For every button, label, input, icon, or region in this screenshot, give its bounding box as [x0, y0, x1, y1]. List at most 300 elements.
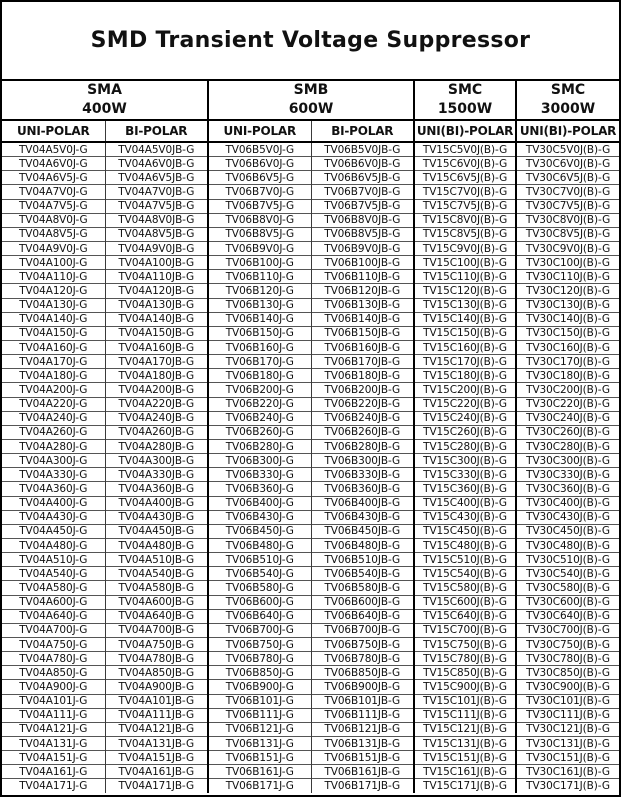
part-number-cell: TV06B6V5JB-G	[311, 171, 414, 185]
part-number-cell: TV04A120JB-G	[105, 284, 208, 298]
part-number-cell: TV06B8V5JB-G	[311, 227, 414, 241]
part-number-cell: TV04A330JB-G	[105, 468, 208, 482]
part-number-cell: TV06B430JB-G	[311, 510, 414, 524]
table-header	[2, 81, 619, 142]
series-power: 1500W	[437, 101, 493, 117]
part-number-cell: TV15C280J(B)-G	[414, 440, 516, 454]
table-row	[2, 708, 619, 722]
part-number-cell: TV04A510JB-G	[105, 553, 208, 567]
part-number-cell: TV04A8V5J-G	[2, 227, 105, 241]
part-number-cell: TV06B131J-G	[208, 736, 311, 750]
part-number-cell: TV15C170J(B)-G	[414, 355, 516, 369]
part-number-cell: TV06B111JB-G	[311, 708, 414, 722]
part-number-cell: TV30C360J(B)-G	[516, 482, 619, 496]
part-number-cell: TV04A160JB-G	[105, 341, 208, 355]
table-row	[2, 736, 619, 750]
part-number-cell: TV30C240J(B)-G	[516, 411, 619, 425]
part-number-cell: TV04A170JB-G	[105, 355, 208, 369]
part-number-cell: TV06B360JB-G	[311, 482, 414, 496]
part-number-cell: TV06B580JB-G	[311, 581, 414, 595]
part-number-cell: TV04A100JB-G	[105, 256, 208, 270]
series-power: 3000W	[540, 101, 596, 117]
part-number-table	[2, 81, 619, 793]
part-number-cell: TV06B640J-G	[208, 609, 311, 623]
table-row	[2, 341, 619, 355]
part-number-cell: TV04A150J-G	[2, 326, 105, 340]
part-number-cell: TV06B151JB-G	[311, 751, 414, 765]
part-number-cell: TV04A5V0JB-G	[105, 142, 208, 157]
part-number-cell: TV06B200J-G	[208, 383, 311, 397]
part-number-cell: TV06B360J-G	[208, 482, 311, 496]
table-row	[2, 256, 619, 270]
part-number-cell: TV06B101J-G	[208, 694, 311, 708]
part-number-cell: TV04A7V0J-G	[2, 185, 105, 199]
part-number-cell: TV04A750J-G	[2, 637, 105, 651]
part-number-cell: TV15C160J(B)-G	[414, 341, 516, 355]
part-number-cell: TV06B100J-G	[208, 256, 311, 270]
part-number-cell: TV06B200JB-G	[311, 383, 414, 397]
part-number-cell: TV15C580J(B)-G	[414, 581, 516, 595]
table-row	[2, 369, 619, 383]
part-number-cell: TV30C101J(B)-G	[516, 694, 619, 708]
part-number-cell: TV04A640JB-G	[105, 609, 208, 623]
part-number-cell: TV30C750J(B)-G	[516, 637, 619, 651]
table-row	[2, 524, 619, 538]
part-number-cell: TV30C170J(B)-G	[516, 355, 619, 369]
part-number-cell: TV04A130JB-G	[105, 298, 208, 312]
part-number-cell: TV30C160J(B)-G	[516, 341, 619, 355]
part-number-cell: TV04A7V5JB-G	[105, 199, 208, 213]
part-number-cell: TV06B450JB-G	[311, 524, 414, 538]
part-number-cell: TV04A300JB-G	[105, 454, 208, 468]
part-number-cell: TV30C5V0J(B)-G	[516, 142, 619, 157]
table-row	[2, 440, 619, 454]
column-header-sma-unipolar: UNI-POLAR	[2, 120, 105, 142]
part-number-cell: TV15C100J(B)-G	[414, 256, 516, 270]
part-number-cell: TV30C280J(B)-G	[516, 440, 619, 454]
part-number-cell: TV04A280JB-G	[105, 440, 208, 454]
part-number-cell: TV04A700JB-G	[105, 623, 208, 637]
series-name: SMA	[87, 82, 122, 99]
part-number-cell: TV06B700JB-G	[311, 623, 414, 637]
part-number-cell: TV15C330J(B)-G	[414, 468, 516, 482]
group-header-smc-1500w	[414, 81, 516, 120]
part-number-cell: TV06B260JB-G	[311, 425, 414, 439]
table-row	[2, 454, 619, 468]
part-number-cell: TV06B240JB-G	[311, 411, 414, 425]
part-number-cell: TV15C140J(B)-G	[414, 312, 516, 326]
part-number-cell: TV06B510J-G	[208, 553, 311, 567]
part-number-cell: TV06B430J-G	[208, 510, 311, 524]
part-number-cell: TV15C171J(B)-G	[414, 779, 516, 793]
part-number-cell: TV06B120J-G	[208, 284, 311, 298]
table-row	[2, 765, 619, 779]
table-row	[2, 694, 619, 708]
part-number-cell: TV15C260J(B)-G	[414, 425, 516, 439]
part-number-cell: TV06B700J-G	[208, 623, 311, 637]
part-number-cell: TV06B6V0JB-G	[311, 157, 414, 171]
part-number-cell: TV04A161J-G	[2, 765, 105, 779]
part-number-cell: TV04A360J-G	[2, 482, 105, 496]
series-name: SMC	[447, 82, 483, 99]
part-number-cell: TV30C850J(B)-G	[516, 666, 619, 680]
part-number-cell: TV04A600JB-G	[105, 595, 208, 609]
part-number-cell: TV06B400J-G	[208, 496, 311, 510]
part-number-cell: TV06B151J-G	[208, 751, 311, 765]
series-name: SMC	[550, 82, 586, 99]
part-number-cell: TV06B510JB-G	[311, 553, 414, 567]
part-number-cell: TV06B8V0J-G	[208, 213, 311, 227]
table-row	[2, 751, 619, 765]
part-number-cell: TV15C9V0J(B)-G	[414, 242, 516, 256]
part-number-cell: TV06B170J-G	[208, 355, 311, 369]
part-number-cell: TV30C640J(B)-G	[516, 609, 619, 623]
part-number-cell: TV06B121J-G	[208, 722, 311, 736]
part-number-cell: TV30C300J(B)-G	[516, 454, 619, 468]
part-number-cell: TV15C180J(B)-G	[414, 369, 516, 383]
part-number-cell: TV15C780J(B)-G	[414, 652, 516, 666]
part-number-cell: TV30C480J(B)-G	[516, 538, 619, 552]
part-number-cell: TV30C900J(B)-G	[516, 680, 619, 694]
series-power: 400W	[82, 101, 127, 117]
polarity-header-row	[2, 120, 619, 142]
part-number-cell: TV30C8V5J(B)-G	[516, 227, 619, 241]
part-number-cell: TV04A700J-G	[2, 623, 105, 637]
part-number-cell: TV04A171JB-G	[105, 779, 208, 793]
part-number-cell: TV06B850J-G	[208, 666, 311, 680]
part-number-cell: TV06B9V0JB-G	[311, 242, 414, 256]
column-header-smc3000-unibipolar: UNI(BI)-POLAR	[516, 120, 619, 142]
table-row	[2, 496, 619, 510]
part-number-cell: TV15C750J(B)-G	[414, 637, 516, 651]
part-number-cell: TV04A101J-G	[2, 694, 105, 708]
part-number-cell: TV04A220JB-G	[105, 397, 208, 411]
part-number-cell: TV06B150JB-G	[311, 326, 414, 340]
part-number-cell: TV30C510J(B)-G	[516, 553, 619, 567]
group-header-smb-600w	[208, 81, 414, 120]
part-number-rows	[2, 142, 619, 793]
part-number-cell: TV04A430J-G	[2, 510, 105, 524]
part-number-cell: TV15C7V0J(B)-G	[414, 185, 516, 199]
part-number-cell: TV04A161JB-G	[105, 765, 208, 779]
part-number-cell: TV04A180JB-G	[105, 369, 208, 383]
part-number-cell: TV06B7V5JB-G	[311, 199, 414, 213]
part-number-cell: TV06B110JB-G	[311, 270, 414, 284]
part-number-cell: TV15C850J(B)-G	[414, 666, 516, 680]
part-number-cell: TV06B161J-G	[208, 765, 311, 779]
part-number-cell: TV04A8V0JB-G	[105, 213, 208, 227]
part-number-cell: TV06B180JB-G	[311, 369, 414, 383]
part-number-cell: TV04A400JB-G	[105, 496, 208, 510]
part-number-cell: TV06B111J-G	[208, 708, 311, 722]
part-number-cell: TV04A200JB-G	[105, 383, 208, 397]
part-number-cell: TV15C220J(B)-G	[414, 397, 516, 411]
part-number-cell: TV04A140J-G	[2, 312, 105, 326]
part-number-cell: TV15C600J(B)-G	[414, 595, 516, 609]
part-number-cell: TV06B330JB-G	[311, 468, 414, 482]
part-number-cell: TV30C6V5J(B)-G	[516, 171, 619, 185]
part-number-cell: TV04A121J-G	[2, 722, 105, 736]
part-number-cell: TV06B170JB-G	[311, 355, 414, 369]
part-number-cell: TV30C700J(B)-G	[516, 623, 619, 637]
part-number-cell: TV15C450J(B)-G	[414, 524, 516, 538]
part-number-cell: TV30C540J(B)-G	[516, 567, 619, 581]
table-row	[2, 567, 619, 581]
part-number-cell: TV30C580J(B)-G	[516, 581, 619, 595]
table-row	[2, 411, 619, 425]
part-number-cell: TV06B171JB-G	[311, 779, 414, 793]
part-number-cell: TV15C480J(B)-G	[414, 538, 516, 552]
part-number-cell: TV04A100J-G	[2, 256, 105, 270]
part-number-cell: TV15C161J(B)-G	[414, 765, 516, 779]
series-name: SMB	[293, 82, 329, 99]
part-number-cell: TV04A6V5JB-G	[105, 171, 208, 185]
part-number-cell: TV04A900JB-G	[105, 680, 208, 694]
part-number-cell: TV04A580JB-G	[105, 581, 208, 595]
part-number-cell: TV06B600JB-G	[311, 595, 414, 609]
table-row	[2, 652, 619, 666]
part-number-cell: TV15C640J(B)-G	[414, 609, 516, 623]
part-number-cell: TV15C7V5J(B)-G	[414, 199, 516, 213]
part-number-cell: TV30C200J(B)-G	[516, 383, 619, 397]
table-row	[2, 326, 619, 340]
part-number-cell: TV30C121J(B)-G	[516, 722, 619, 736]
part-number-cell: TV06B140J-G	[208, 312, 311, 326]
part-number-cell: TV04A111J-G	[2, 708, 105, 722]
part-number-cell: TV04A220J-G	[2, 397, 105, 411]
part-number-cell: TV06B6V0J-G	[208, 157, 311, 171]
part-number-cell: TV15C8V5J(B)-G	[414, 227, 516, 241]
part-number-cell: TV04A7V0JB-G	[105, 185, 208, 199]
part-number-cell: TV06B220JB-G	[311, 397, 414, 411]
part-number-cell: TV04A111JB-G	[105, 708, 208, 722]
part-number-cell: TV15C400J(B)-G	[414, 496, 516, 510]
part-number-cell: TV06B7V0J-G	[208, 185, 311, 199]
part-number-cell: TV04A600J-G	[2, 595, 105, 609]
table-row	[2, 227, 619, 241]
part-number-cell: TV04A8V0J-G	[2, 213, 105, 227]
part-number-cell: TV04A6V0J-G	[2, 157, 105, 171]
part-number-cell: TV30C140J(B)-G	[516, 312, 619, 326]
table-row	[2, 171, 619, 185]
part-number-cell: TV15C151J(B)-G	[414, 751, 516, 765]
part-number-cell: TV15C101J(B)-G	[414, 694, 516, 708]
part-number-cell: TV06B120JB-G	[311, 284, 414, 298]
table-row	[2, 722, 619, 736]
part-number-cell: TV04A151JB-G	[105, 751, 208, 765]
part-number-cell: TV06B240J-G	[208, 411, 311, 425]
part-number-cell: TV30C120J(B)-G	[516, 284, 619, 298]
part-number-cell: TV04A400J-G	[2, 496, 105, 510]
part-number-cell: TV06B280J-G	[208, 440, 311, 454]
column-header-smb-bipolar: BI-POLAR	[311, 120, 414, 142]
part-number-cell: TV06B150J-G	[208, 326, 311, 340]
part-number-cell: TV30C100J(B)-G	[516, 256, 619, 270]
group-header-sma-400w	[2, 81, 208, 120]
part-number-cell: TV06B160J-G	[208, 341, 311, 355]
column-header-smb-unipolar: UNI-POLAR	[208, 120, 311, 142]
part-number-cell: TV06B7V5J-G	[208, 199, 311, 213]
part-number-cell: TV15C540J(B)-G	[414, 567, 516, 581]
part-number-cell: TV15C130J(B)-G	[414, 298, 516, 312]
part-number-cell: TV15C510J(B)-G	[414, 553, 516, 567]
part-number-cell: TV15C6V0J(B)-G	[414, 157, 516, 171]
part-number-cell: TV04A170J-G	[2, 355, 105, 369]
part-number-cell: TV06B300JB-G	[311, 454, 414, 468]
part-number-cell: TV06B130J-G	[208, 298, 311, 312]
part-number-cell: TV04A5V0J-G	[18, 143, 88, 156]
part-number-cell: TV06B600J-G	[208, 595, 311, 609]
part-number-cell: TV06B5V0JB-G	[311, 142, 414, 157]
part-number-cell: TV04A101JB-G	[105, 694, 208, 708]
part-number-cell: TV04A121JB-G	[105, 722, 208, 736]
part-number-cell: TV06B6V5J-G	[208, 171, 311, 185]
part-number-cell: TV04A110JB-G	[105, 270, 208, 284]
part-number-cell: TV04A540JB-G	[105, 567, 208, 581]
part-number-cell: TV30C8V0J(B)-G	[516, 213, 619, 227]
part-number-cell: TV04A6V5J-G	[2, 171, 105, 185]
part-number-cell: TV04A260J-G	[2, 425, 105, 439]
part-number-cell: TV30C151J(B)-G	[516, 751, 619, 765]
part-number-cell: TV06B330J-G	[208, 468, 311, 482]
part-number-cell: TV06B131JB-G	[311, 736, 414, 750]
part-number-cell: TV06B780J-G	[208, 652, 311, 666]
part-number-cell: TV15C360J(B)-G	[414, 482, 516, 496]
part-number-cell: TV15C110J(B)-G	[414, 270, 516, 284]
table-row	[2, 538, 619, 552]
part-number-cell: TV04A480J-G	[2, 538, 105, 552]
part-number-cell: TV04A280J-G	[2, 440, 105, 454]
part-number-cell: TV30C7V0J(B)-G	[516, 185, 619, 199]
part-number-cell: TV06B160JB-G	[311, 341, 414, 355]
table-row	[2, 397, 619, 411]
part-number-cell: TV04A450JB-G	[105, 524, 208, 538]
part-number-cell: TV30C9V0J(B)-G	[516, 242, 619, 256]
table-row	[2, 666, 619, 680]
part-number-cell: TV30C7V5J(B)-G	[516, 199, 619, 213]
part-number-cell: TV06B640JB-G	[311, 609, 414, 623]
part-number-cell: TV04A450J-G	[2, 524, 105, 538]
part-number-cell: TV30C180J(B)-G	[516, 369, 619, 383]
series-group-row	[2, 81, 619, 120]
part-number-cell: TV30C130J(B)-G	[516, 298, 619, 312]
part-number-cell: TV04A120J-G	[2, 284, 105, 298]
part-number-cell: TV15C111J(B)-G	[414, 708, 516, 722]
part-number-cell: TV30C330J(B)-G	[516, 468, 619, 482]
table-row	[2, 510, 619, 524]
part-number-cell: TV04A180J-G	[2, 369, 105, 383]
part-number-cell: TV06B110J-G	[208, 270, 311, 284]
part-number-cell: TV04A540J-G	[2, 567, 105, 581]
part-number-cell: TV06B161JB-G	[311, 765, 414, 779]
part-number-cell: TV04A300J-G	[2, 454, 105, 468]
part-number-cell: TV06B280JB-G	[311, 440, 414, 454]
table-row	[2, 425, 619, 439]
column-header-sma-bipolar: BI-POLAR	[105, 120, 208, 142]
part-number-cell: TV04A780J-G	[2, 652, 105, 666]
part-number-cell: TV04A900J-G	[2, 680, 105, 694]
table-row	[2, 213, 619, 227]
part-number-cell: TV06B480JB-G	[311, 538, 414, 552]
table-row	[2, 298, 619, 312]
part-number-cell: TV06B130JB-G	[311, 298, 414, 312]
part-number-cell: TV04A110J-G	[2, 270, 105, 284]
part-number-cell: TV04A510J-G	[2, 553, 105, 567]
table-row	[2, 185, 619, 199]
part-number-cell: TV04A171J-G	[2, 779, 105, 793]
part-number-cell: TV04A330J-G	[2, 468, 105, 482]
part-number-cell: TV04A780JB-G	[105, 652, 208, 666]
table-row	[2, 680, 619, 694]
part-number-cell: TV04A480JB-G	[105, 538, 208, 552]
part-number-cell: TV30C110J(B)-G	[516, 270, 619, 284]
part-number-cell: TV06B220J-G	[208, 397, 311, 411]
table-row	[2, 355, 619, 369]
part-number-cell: TV06B171J-G	[208, 779, 311, 793]
part-number-cell: TV06B580J-G	[208, 581, 311, 595]
part-number-cell: TV30C150J(B)-G	[516, 326, 619, 340]
part-number-cell: TV04A850J-G	[2, 666, 105, 680]
part-number-cell: TV04A260JB-G	[105, 425, 208, 439]
table-row	[2, 199, 619, 213]
part-number-cell: TV06B400JB-G	[311, 496, 414, 510]
table-row	[2, 609, 619, 623]
part-number-cell: TV04A131JB-G	[105, 736, 208, 750]
part-number-cell: TV30C131J(B)-G	[516, 736, 619, 750]
part-number-cell: TV15C120J(B)-G	[414, 284, 516, 298]
part-number-cell: TV06B7V0JB-G	[311, 185, 414, 199]
part-number-cell: TV15C150J(B)-G	[414, 326, 516, 340]
part-number-cell: TV15C900J(B)-G	[414, 680, 516, 694]
part-number-cell: TV06B540J-G	[208, 567, 311, 581]
part-number-cell: TV06B5V0J-G	[208, 142, 311, 157]
part-number-cell: TV04A7V5J-G	[2, 199, 105, 213]
part-number-cell: TV30C161J(B)-G	[516, 765, 619, 779]
part-number-cell: TV04A750JB-G	[105, 637, 208, 651]
part-number-cell: TV30C220J(B)-G	[516, 397, 619, 411]
table-row	[2, 553, 619, 567]
part-number-cell: TV06B850JB-G	[311, 666, 414, 680]
part-number-cell: TV06B8V5J-G	[208, 227, 311, 241]
table-row	[2, 157, 619, 171]
part-number-cell: TV04A9V0J-G	[2, 242, 105, 256]
table-row	[2, 595, 619, 609]
part-number-cell: TV15C121J(B)-G	[414, 722, 516, 736]
part-number-cell: TV30C600J(B)-G	[516, 595, 619, 609]
part-number-cell: TV06B540JB-G	[311, 567, 414, 581]
table-row	[2, 581, 619, 595]
part-number-cell: TV06B750JB-G	[311, 637, 414, 651]
part-number-cell: TV04A850JB-G	[105, 666, 208, 680]
part-number-cell: TV06B8V0JB-G	[311, 213, 414, 227]
part-number-cell: TV30C111J(B)-G	[516, 708, 619, 722]
part-number-cell: TV06B260J-G	[208, 425, 311, 439]
part-number-cell: TV04A240J-G	[2, 411, 105, 425]
part-number-cell: TV04A9V0JB-G	[105, 242, 208, 256]
part-number-cell: TV06B900JB-G	[311, 680, 414, 694]
page-title: SMD Transient Voltage Suppressor	[2, 2, 619, 81]
part-number-cell: TV30C400J(B)-G	[516, 496, 619, 510]
table-row	[2, 284, 619, 298]
part-number-cell: TV06B180J-G	[208, 369, 311, 383]
part-number-cell: TV04A151J-G	[2, 751, 105, 765]
table-row	[2, 482, 619, 496]
part-number-cell: TV04A430JB-G	[105, 510, 208, 524]
group-header-smc-3000w	[516, 81, 619, 120]
table-row	[2, 142, 619, 157]
part-number-cell: TV04A131J-G	[2, 736, 105, 750]
part-number-cell: TV04A360JB-G	[105, 482, 208, 496]
